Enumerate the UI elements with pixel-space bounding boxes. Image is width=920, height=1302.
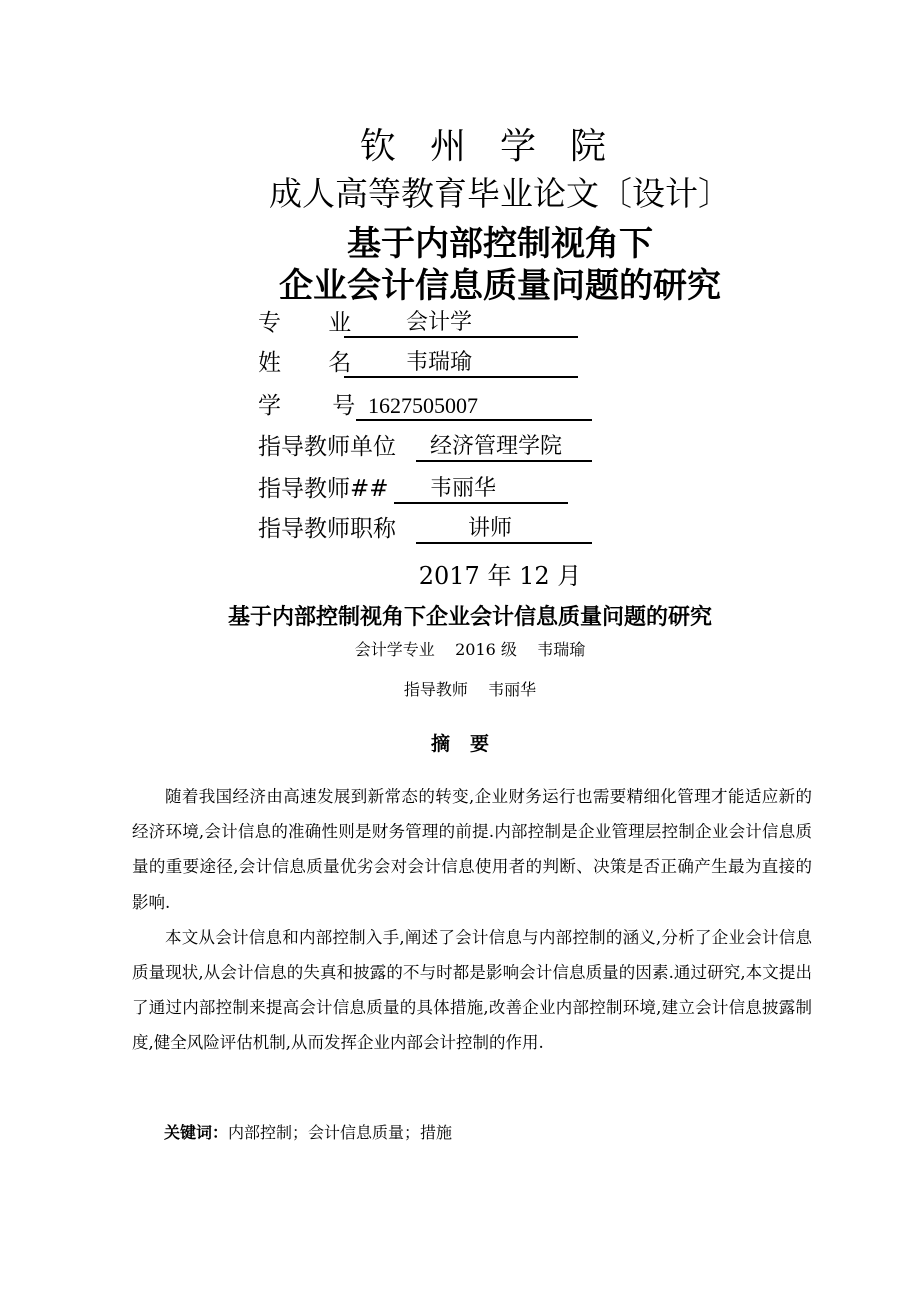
- keywords-value: 内部控制；会计信息质量；措施: [228, 1123, 453, 1142]
- keywords-line: [164, 1120, 452, 1143]
- school-name: 钦州学院: [359, 126, 640, 167]
- field-major-value: 会计学: [406, 310, 473, 335]
- field-student-id-value: 1627505007: [368, 393, 478, 418]
- field-advisor: [258, 472, 497, 506]
- field-major: [258, 306, 473, 340]
- field-student-id-label: 学 号: [258, 393, 378, 419]
- field-name-value-line: [344, 346, 578, 378]
- field-advisor-value: 韦丽华: [430, 476, 497, 501]
- cover-title-line-2: 企业会计信息质量问题的研究: [279, 266, 721, 306]
- field-advisor-unit-label: 指导教师单位: [258, 434, 396, 460]
- field-name-label: 姓 名: [258, 350, 372, 376]
- field-advisor-title-value-line: [416, 512, 592, 544]
- cover-title-line-1: 基于内部控制视角下: [347, 224, 653, 264]
- field-advisor-title-label: 指导教师职称: [258, 516, 396, 542]
- cover-date: 2017 年 12 月: [418, 562, 582, 590]
- keywords-label: 关键词：: [164, 1123, 229, 1142]
- field-major-label: 专 业: [258, 310, 372, 336]
- abstract-paragraph-1: 随着我国经济由高速发展到新常态的转变,企业财务运行也需要精细化管理才能适应新的经济环境,会计信息的准确性则是财务管理的前提.内部控制是企业管理层控制企业会计信息质量的重要途径,会计信息质量优劣会对会计信息使用者的判断、决策是否正确产生最为直接的影响.: [132, 787, 812, 912]
- field-advisor-unit-value-line: [416, 430, 592, 462]
- field-student-id-value-line: [356, 389, 592, 421]
- paper-title: 基于内部控制视角下企业会计信息质量问题的研究: [227, 605, 712, 630]
- field-student-id: [258, 389, 478, 423]
- field-advisor-unit: [258, 430, 563, 464]
- abstract-body: [132, 779, 812, 1061]
- field-advisor-label: 指导教师##: [258, 476, 389, 502]
- abstract-heading: 摘要: [430, 733, 509, 755]
- advisor-line: 指导教师 韦丽华: [403, 680, 537, 699]
- field-name-value: 韦瑞瑜: [406, 350, 473, 375]
- field-advisor-title: [258, 512, 513, 546]
- abstract-paragraph-2: 本文从会计信息和内部控制入手,阐述了会计信息与内部控制的涵义,分析了企业会计信息质量现状,从会计信息的失真和披露的不与时都是影响会计信息质量的因素.通过研究,本文提出了通过内部控制来提高会计信息质量的具体措施,改善企业内部控制环境,建立会计信息披露制度,健全风险评估机制,从而发挥企业内部会计控制的作用.: [132, 927, 812, 1053]
- field-name: [258, 346, 473, 380]
- field-major-value-line: [344, 306, 578, 338]
- field-advisor-value-line: [394, 472, 568, 504]
- field-advisor-unit-value: 经济管理学院: [430, 434, 563, 459]
- thesis-type: 成人高等教育毕业论文〔设计〕: [269, 174, 731, 213]
- field-advisor-title-value: 讲师: [468, 516, 513, 541]
- author-line: 会计学专业 2016 级 韦瑞瑜: [354, 640, 586, 659]
